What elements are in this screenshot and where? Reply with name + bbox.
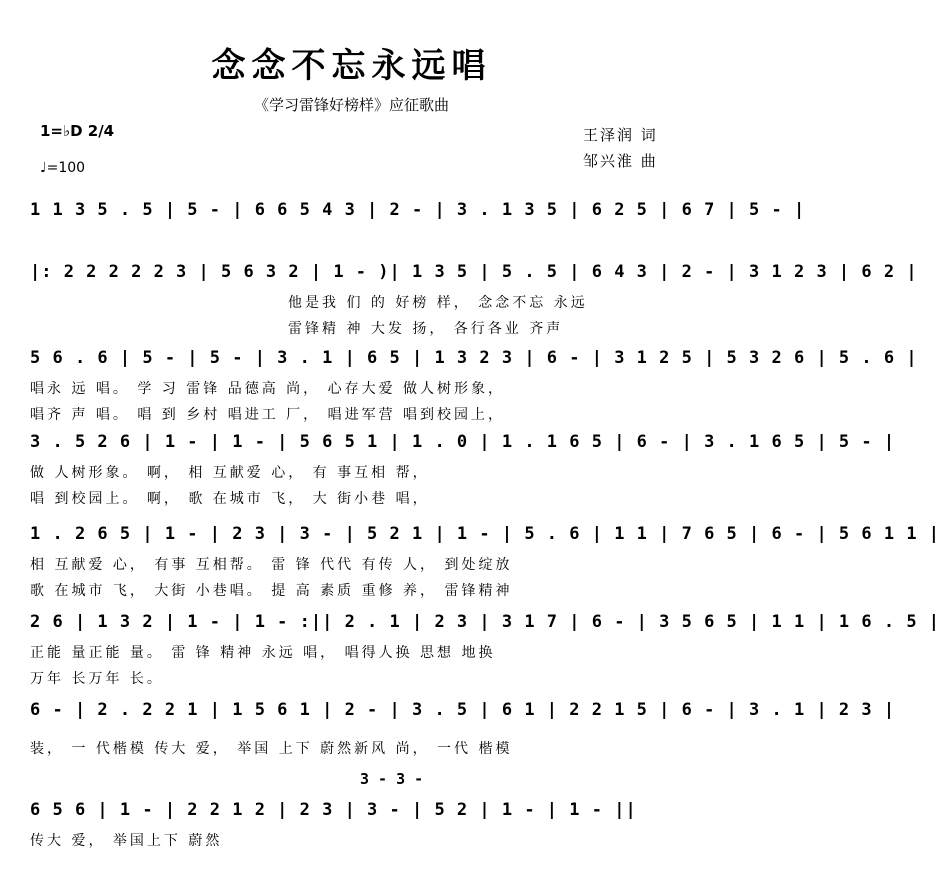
lyric-line-2: 万年 长万年 长。 — [30, 671, 164, 687]
music-line: 5 6 . 6 | 5 - | 5 - | 3 . 1 | 6 5 | 1 3 2 3 | 6 - | 3 1 2 5 | 5 3 2 6 | 5 . 6 | — [30, 348, 918, 368]
lyric-line-2: 歌 在城市 飞， 大街 小巷唱。 提 高 素质 重修 养， 雷锋精神 — [30, 583, 513, 599]
lyric-line-1: 装， 一 代楷模 传大 爱， 举国 上下 蔚然新风 尚， 一代 楷模 — [30, 741, 513, 757]
lyric-line-1: 正能 量正能 量。 雷 锋 精神 永远 唱， 唱得人换 思想 地换 — [30, 645, 496, 661]
lyric-line-2: 唱 到校园上。 啊， 歌 在城市 飞， 大 街小巷 唱， — [30, 491, 430, 507]
lyric-line-1: 唱永 远 唱。 学 习 雷锋 品德高 尚， 心存大爱 做人树形象， — [30, 381, 506, 397]
lyric-line-1: 相 互献爱 心， 有事 互相帮。 雷 锋 代代 有传 人， 到处绽放 — [30, 557, 513, 573]
lyric-line-2: 唱齐 声 唱。 唱 到 乡村 唱进工 厂， 唱进军营 唱到校园上， — [30, 407, 506, 423]
music-line: 6 - | 2 . 2 2 1 | 1 5 6 1 | 2 - | 3 . 5 | 6 1 | 2 2 1 5 | 6 - | 3 . 1 | 2 3 | — [30, 700, 896, 720]
music-line: 1 1 3 5 . 5 | 5 - | 6 6 5 4 3 | 2 - | 3 . 1 3 5 | 6 2 5 | 6 7 | 5 - | — [30, 200, 806, 220]
composer-credit: 邹兴淮 曲 — [583, 152, 658, 170]
music-line: 1 . 2 6 5 | 1 - | 2 3 | 3 - | 5 2 1 | 1 - | 5 . 6 | 1 1 | 7 6 5 | 6 - | 5 6 1 1 | — [30, 524, 940, 544]
tempo-mark: ♩=100 — [40, 160, 86, 176]
music-line: 6 5 6 | 1 - | 2 2 1 2 | 2 3 | 3 - | 5 2 | 1 - | 1 - || — [30, 800, 637, 820]
key-signature: 1=♭D 2/4 — [40, 122, 115, 140]
page-title: 念念不忘永远唱 — [211, 46, 492, 86]
music-line: |: 2 2 2 2 2 3 | 5 6 3 2 | 1 - )| 1 3 5 | 5 . 5 | 6 4 3 | 2 - | 3 1 2 3 | 6 2 | — [30, 262, 918, 282]
lyric-line-1: 做 人树形象。 啊， 相 互献爱 心， 有 事互相 帮， — [30, 465, 430, 481]
volta-marks: 3 - 3 - — [360, 770, 424, 788]
lyric-line-1: 他是我 们 的 好榜 样， 念念不忘 永远 — [288, 295, 588, 311]
lyric-line-2: 雷锋精 神 大发 扬， 各行各业 齐声 — [288, 321, 564, 337]
lyricist-credit: 王泽润 词 — [583, 126, 658, 144]
music-line: 2 6 | 1 3 2 | 1 - | 1 - :|| 2 . 1 | 2 3 | 3 1 7 | 6 - | 3 5 6 5 | 1 1 | 1 6 . 5 | — [30, 612, 940, 632]
page-subtitle: 《学习雷锋好榜样》应征歌曲 — [253, 96, 449, 114]
lyric-line-1: 传大 爱， 举国上下 蔚然 — [30, 833, 223, 849]
music-line: 3 . 5 2 6 | 1 - | 1 - | 5 6 5 1 | 1 . 0 | 1 . 1 6 5 | 6 - | 3 . 1 6 5 | 5 - | — [30, 432, 896, 452]
